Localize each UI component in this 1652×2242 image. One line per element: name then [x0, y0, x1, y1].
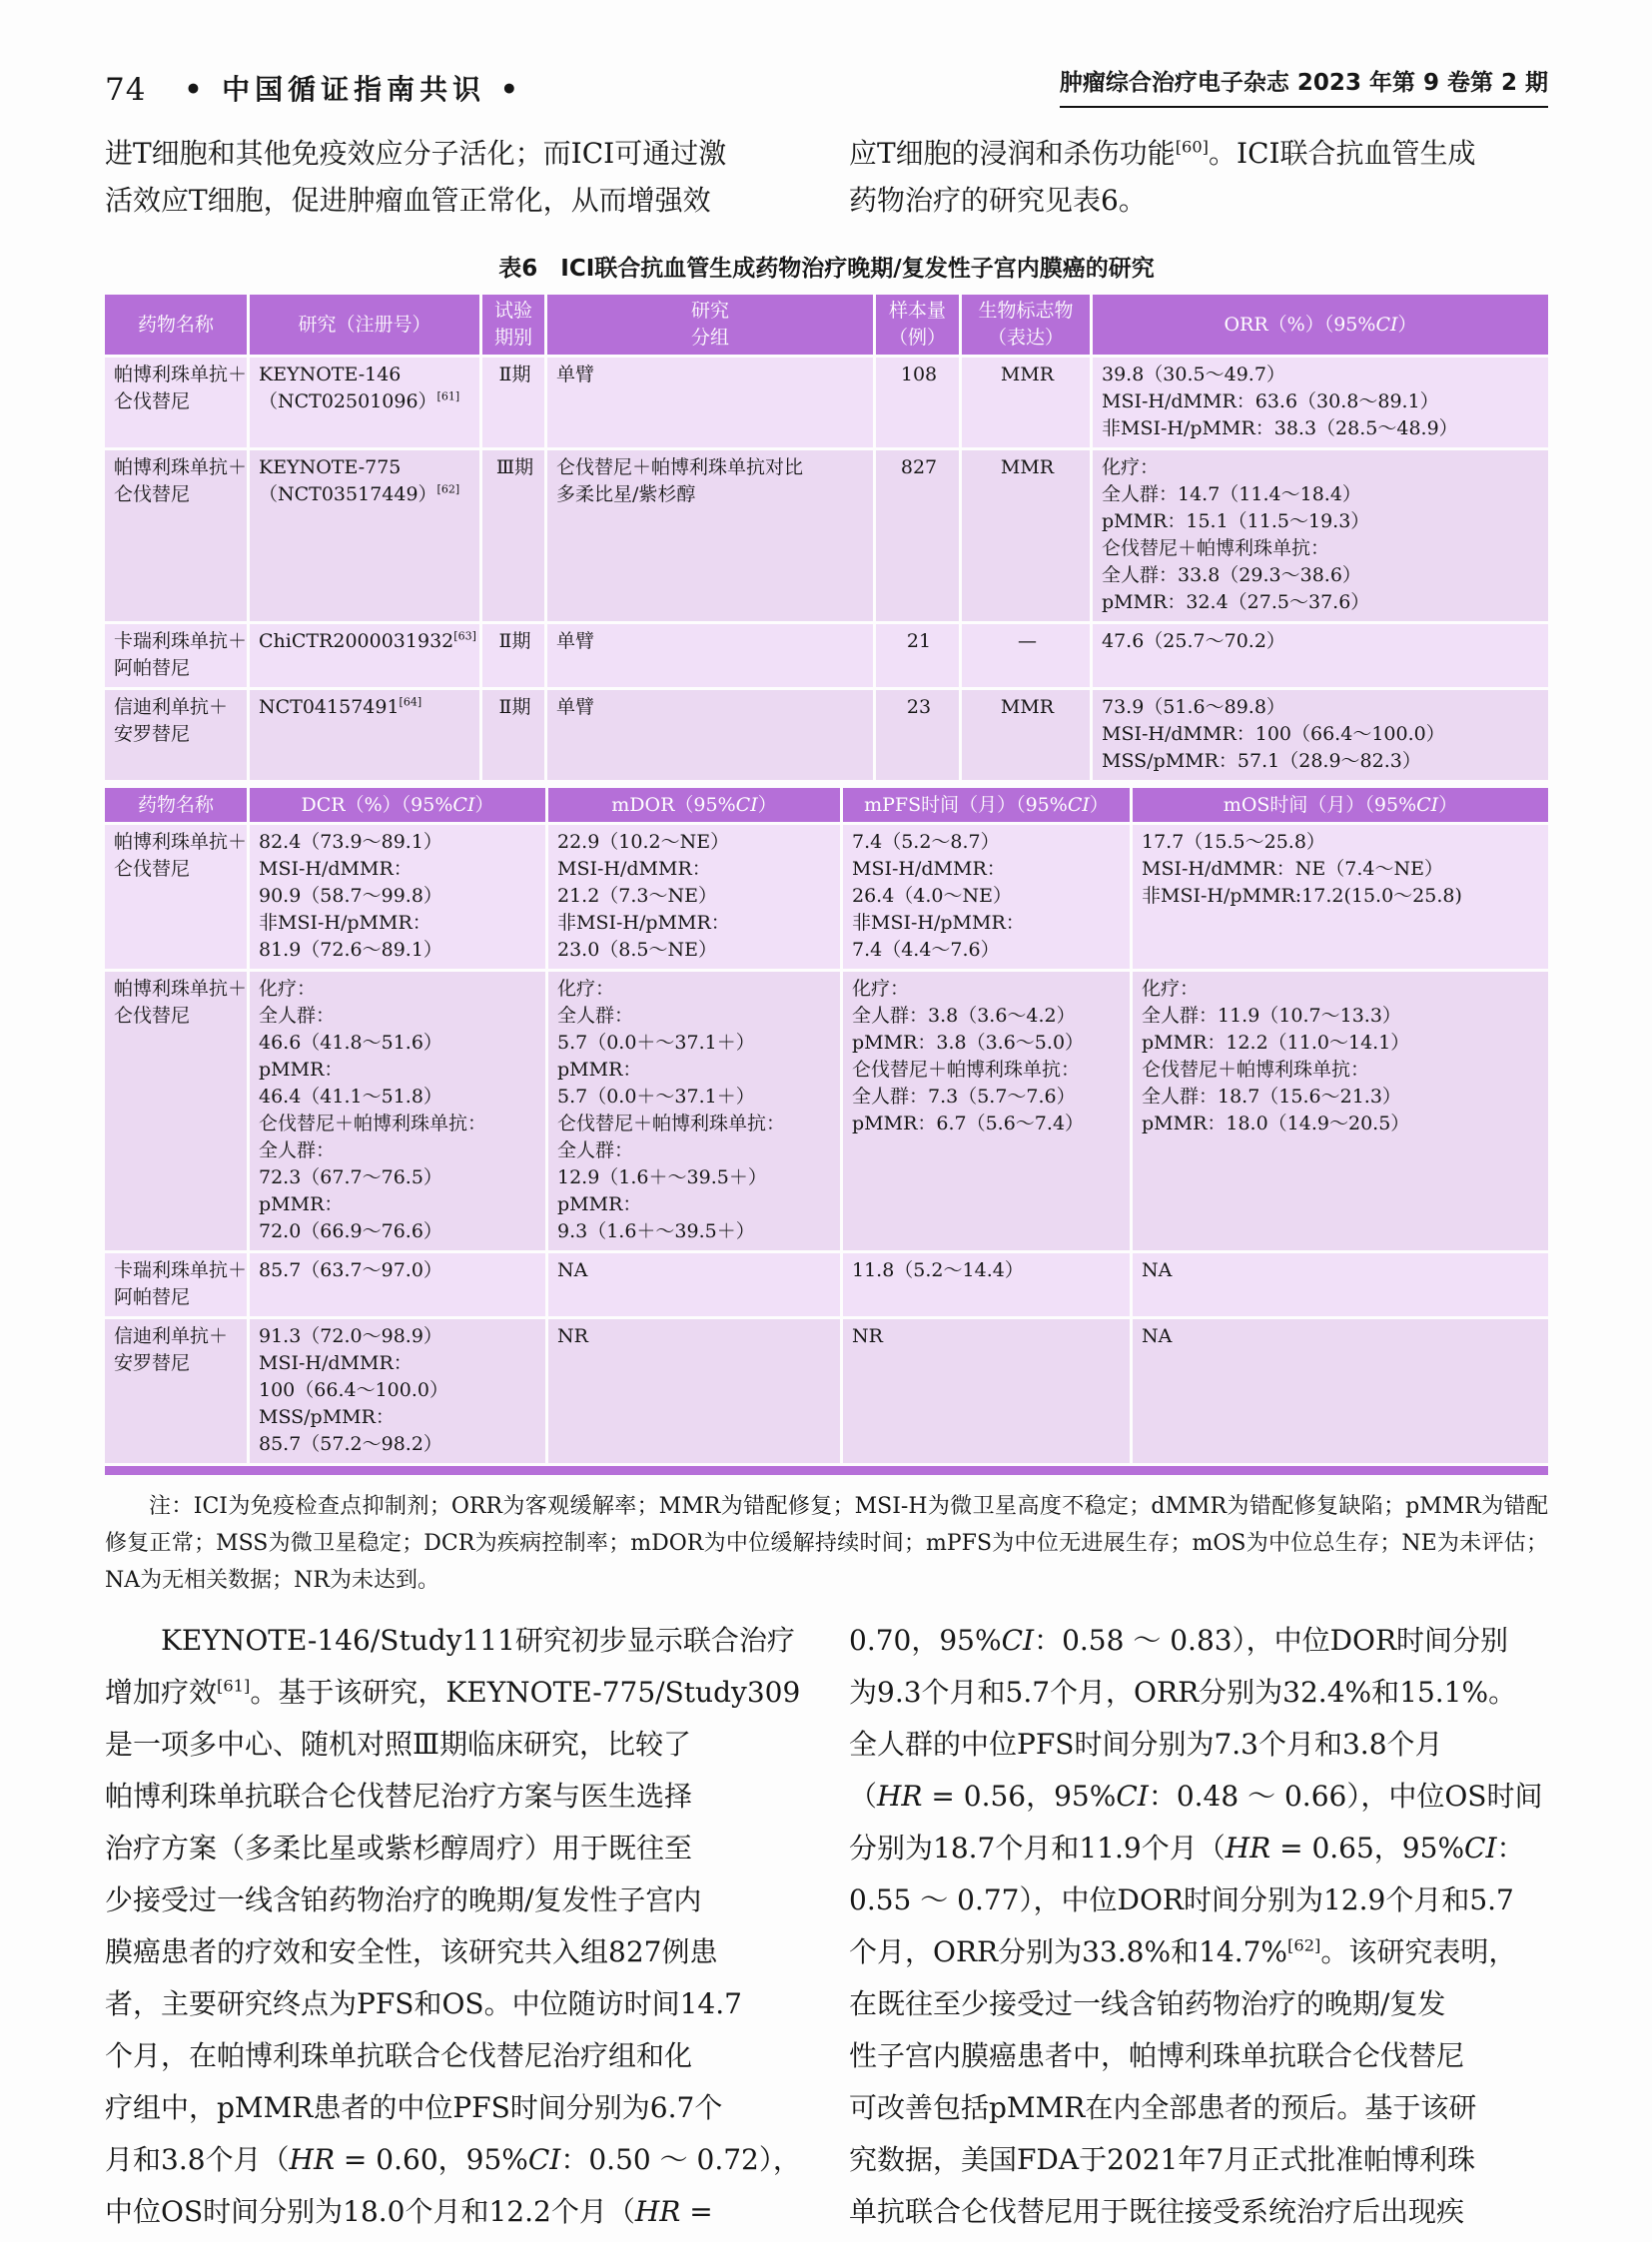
cell-n: 108 [876, 358, 959, 447]
cell-mos: 化疗： 全人群：11.9（10.7～13.3） pMMR：12.2（11.0～14.1） 仑伐替尼＋帕博利珠单抗： 全人群：18.7（15.6～21.3） pMMR：18.0（14.9～20.5） [1133, 972, 1548, 1250]
cell-biomarker: MMR [962, 450, 1090, 621]
cell-biomarker: MMR [962, 358, 1090, 447]
table-bottom-border [105, 1466, 1548, 1475]
text-line: 月和3.8个月（HR = 0.60，95%CI：0.50 ～ 0.72）， [105, 2143, 801, 2176]
text-line: 疗组中，pMMR患者的中位PFS时间分别为6.7个 [105, 2091, 723, 2124]
body-section [105, 1615, 1548, 2238]
page-header [105, 64, 1548, 108]
text-line: KEYNOTE-146/Study111研究初步显示联合治疗 [105, 1624, 795, 1657]
column-header: DCR（%）（95% CI ） [250, 788, 545, 822]
body-left-column [105, 1615, 801, 2238]
cell-orr: 化疗： 全人群：14.7（11.4～18.4） pMMR：15.1（11.5～19.3） 仑伐替尼＋帕博利珠单抗： 全人群：33.8（29.3～38.6） pMMR：32.4（27.5～37.6） [1093, 450, 1548, 621]
cell-mos: NA [1133, 1319, 1548, 1463]
column-header: 研究（注册号） [250, 295, 479, 355]
cell-mos: NA [1133, 1253, 1548, 1316]
page-number: 74 [105, 72, 147, 108]
table-title: 表6 ICI联合抗血管生成药物治疗晚期/复发性子宫内膜癌的研究 [498, 256, 1155, 282]
cell-orr: 47.6（25.7～70.2） [1093, 624, 1548, 687]
text-line: 帕博利珠单抗联合仑伐替尼治疗方案与医生选择 [105, 1780, 693, 1813]
cell-drug: 信迪利单抗＋ 安罗替尼 [105, 690, 247, 780]
cell-group: 单臂 [547, 690, 873, 780]
cell-study: KEYNOTE-146 （NCT02501096）[61] [250, 358, 479, 447]
text-line: 分别为18.7个月和11.9个月（HR = 0.65，95%CI： [849, 1832, 1525, 1865]
text-line: 者，主要研究终点为PFS和OS。中位随访时间14.7 [105, 1987, 742, 2020]
table6-part1 [105, 295, 1548, 780]
text-line: 膜癌患者的疗效和安全性，该研究共入组827例患 [105, 1935, 718, 1968]
cell-mpfs: 化疗： 全人群：3.8（3.6～4.2） pMMR：3.8（3.6～5.0） 仑伐替尼＋帕博利珠单抗： 全人群：7.3（5.7～7.6） pMMR：6.7（5.6～7.4） [843, 972, 1130, 1250]
column-header: mOS时间（月）（95% CI ） [1133, 788, 1548, 822]
cell-mpfs: NR [843, 1319, 1130, 1463]
cell-mdor: 22.9（10.2～NE） MSI-H/dMMR： 21.2（7.3～NE） 非MSI-H/pMMR： 23.0（8.5～NE） [548, 825, 840, 969]
column-header: mDOR（95% CI ） [548, 788, 840, 822]
text-line: 究数据，美国FDA于2021年7月正式批准帕博利珠 [849, 2143, 1476, 2176]
text-line: 可改善包括pMMR在内全部患者的预后。基于该研 [849, 2091, 1477, 2124]
cell-n: 23 [876, 690, 959, 780]
text-line: （HR = 0.56，95%CI：0.48 ～ 0.66），中位OS时间 [849, 1780, 1543, 1813]
text-line: 为9.3个月和5.7个月，ORR分别为32.4%和15.1%。 [849, 1676, 1517, 1709]
cell-study: ChiCTR2000031932[63] [250, 624, 479, 687]
cell-n: 21 [876, 624, 959, 687]
cell-study: NCT04157491[64] [250, 690, 479, 780]
text-line: 是一项多中心、随机对照Ⅲ期临床研究，比较了 [105, 1728, 692, 1761]
text-line: 中位OS时间分别为18.0个月和12.2个月（HR = [105, 2195, 713, 2228]
text-line: 治疗方案（多柔比星或紫杉醇周疗）用于既往至 [105, 1832, 693, 1865]
text-line: 在既往至少接受过一线含铂药物治疗的晚期/复发 [849, 1987, 1446, 2020]
text-line: 增加疗效[61]。基于该研究，KEYNOTE-775/Study309 [105, 1676, 801, 1709]
text-line: 个月，ORR分别为33.8%和14.7%[62]。该研究表明， [849, 1935, 1517, 1968]
cell-biomarker: — [962, 624, 1090, 687]
text-line: 少接受过一线含铂药物治疗的晚期/复发性子宫内 [105, 1883, 702, 1916]
body-right-column [849, 1615, 1548, 2238]
cell-mdor: NR [548, 1319, 840, 1463]
text-line: 0.55 ～ 0.77），中位DOR时间分别为12.9个月和5.7 [849, 1883, 1514, 1916]
cell-mpfs: 11.8（5.2～14.4） [843, 1253, 1130, 1316]
text-line: 药物治疗的研究见表6。 [849, 184, 1147, 217]
cell-group: 单臂 [547, 358, 873, 447]
cell-drug: 帕博利珠单抗＋ 仑伐替尼 [105, 825, 247, 969]
journal-name: • 中国循证指南共识 • [184, 73, 523, 106]
cell-phase: Ⅱ期 [482, 358, 544, 447]
text-line: 单抗联合仑伐替尼用于既往接受系统治疗后出现疾 [849, 2195, 1465, 2228]
table6-part2 [105, 788, 1548, 1463]
cell-orr: 73.9（51.6～89.8） MSI-H/dMMR：100（66.4～100.0） MSS/pMMR：57.1（28.9～82.3） [1093, 690, 1548, 780]
cell-study: KEYNOTE-775 （NCT03517449）[62] [250, 450, 479, 621]
cell-biomarker: MMR [962, 690, 1090, 780]
cell-phase: Ⅱ期 [482, 624, 544, 687]
cell-mdor: NA [548, 1253, 840, 1316]
cell-phase: Ⅲ期 [482, 450, 544, 621]
cell-dcr: 化疗： 全人群： 46.6（41.8～51.6） pMMR： 46.4（41.1～51.8） 仑伐替尼＋帕博利珠单抗： 全人群： 72.3（67.7～76.5） pMMR： 72.0（66.9～76.6） [250, 972, 545, 1250]
column-header: 样本量 （例） [876, 295, 959, 355]
cell-drug: 帕博利珠单抗＋ 仑伐替尼 [105, 450, 247, 621]
cell-drug: 帕博利珠单抗＋ 仑伐替尼 [105, 972, 247, 1250]
cell-group: 仑伐替尼＋帕博利珠单抗对比 多柔比星/紫杉醇 [547, 450, 873, 621]
intro-section [105, 130, 1548, 224]
cell-n: 827 [876, 450, 959, 621]
text-line: 个月，在帕博利珠单抗联合仑伐替尼治疗组和化 [105, 2039, 693, 2072]
cell-mos: 17.7（15.5～25.8） MSI-H/dMMR：NE（7.4～NE） 非MSI-H/pMMR:17.2(15.0～25.8) [1133, 825, 1548, 969]
column-header: 生物标志物 （表达） [962, 295, 1090, 355]
text-line: 应T细胞的浸润和杀伤功能[60]。ICI联合抗血管生成 [849, 137, 1476, 170]
column-header: 研究 分组 [547, 295, 873, 355]
cell-drug: 卡瑞利珠单抗＋ 阿帕替尼 [105, 624, 247, 687]
cell-dcr: 85.7（63.7～97.0） [250, 1253, 545, 1316]
cell-phase: Ⅱ期 [482, 690, 544, 780]
intro-right-column [849, 130, 1548, 224]
journal-issue: 肿瘤综合治疗电子杂志 2023 年第 9 卷第 2 期 [1060, 64, 1548, 108]
column-header: 试验 期别 [482, 295, 544, 355]
text-line: 0.70，95%CI：0.58 ～ 0.83），中位DOR时间分别 [849, 1624, 1509, 1657]
text-line: 性子宫内膜癌患者中，帕博利珠单抗联合仑伐替尼 [849, 2039, 1465, 2072]
column-header: 药物名称 [105, 295, 247, 355]
cell-dcr: 82.4（73.9～89.1） MSI-H/dMMR： 90.9（58.7～99.8） 非MSI-H/pMMR： 81.9（72.6～89.1） [250, 825, 545, 969]
table-note: 注：ICI为免疫检查点抑制剂；ORR为客观缓解率；MMR为错配修复；MSI-H为微卫星高度不稳定；dMMR为错配修复缺陷；pMMR为错配修复正常；MSS为微卫星稳定；DCR为疾病控制率；mDOR为中位缓解持续时间；mPFS为中位无进展生存；mOS为中位总生存；NE为未评估；NA为无相关数据；NR为未达到。 [105, 1494, 1548, 1593]
column-header: ORR（%）（95% CI ） [1093, 295, 1548, 355]
intro-left-column [105, 130, 754, 224]
text-line: 全人群的中位PFS时间分别为7.3个月和3.8个月 [849, 1728, 1443, 1761]
cell-group: 单臂 [547, 624, 873, 687]
column-header: mPFS时间（月）（95% CI ） [843, 788, 1130, 822]
cell-mpfs: 7.4（5.2～8.7） MSI-H/dMMR： 26.4（4.0～NE） 非MSI-H/pMMR： 7.4（4.4～7.6） [843, 825, 1130, 969]
column-header: 药物名称 [105, 788, 247, 822]
cell-drug: 帕博利珠单抗＋ 仑伐替尼 [105, 358, 247, 447]
cell-drug: 信迪利单抗＋ 安罗替尼 [105, 1319, 247, 1463]
cell-orr: 39.8（30.5～49.7） MSI-H/dMMR：63.6（30.8～89.1） 非MSI-H/pMMR：38.3（28.5～48.9） [1093, 358, 1548, 447]
cell-drug: 卡瑞利珠单抗＋ 阿帕替尼 [105, 1253, 247, 1316]
cell-dcr: 91.3（72.0～98.9） MSI-H/dMMR： 100（66.4～100.0） MSS/pMMR： 85.7（57.2～98.2） [250, 1319, 545, 1463]
text-line: 进T细胞和其他免疫效应分子活化；而ICI可通过激 [105, 137, 727, 170]
cell-mdor: 化疗： 全人群： 5.7（0.0＋～37.1＋） pMMR： 5.7（0.0＋～37.1＋） 仑伐替尼＋帕博利珠单抗： 全人群： 12.9（1.6＋～39.5＋） pMMR： 9.3（1.6＋～39.5＋） [548, 972, 840, 1250]
text-line: 活效应T细胞，促进肿瘤血管正常化，从而增强效 [105, 184, 711, 217]
